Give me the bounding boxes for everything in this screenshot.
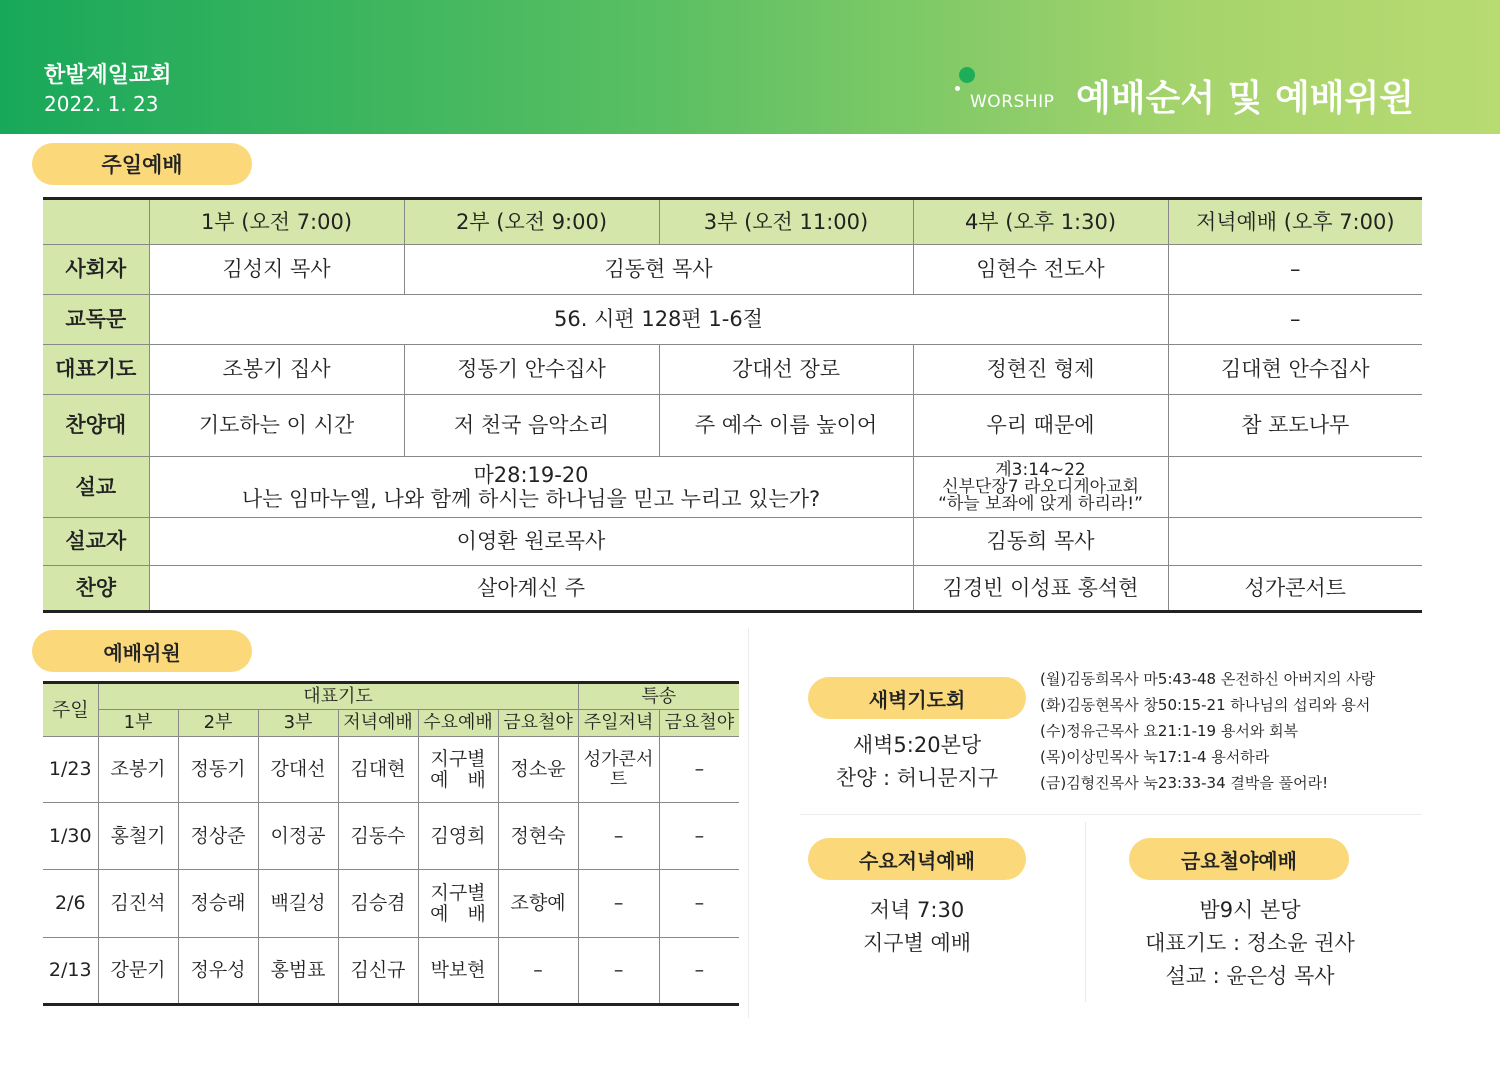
sub-header: 주일저녁 [578, 710, 659, 737]
sermon-scripture: 계3:14~22 [995, 459, 1086, 480]
friday-time: 밤9시 본당 [1199, 898, 1301, 922]
table-cell: 정현진 형제 [913, 345, 1168, 395]
sunday-service-table [43, 197, 1422, 613]
dawn-time: 새벽5:20본당 [852, 733, 982, 757]
table-cell: 정소윤 [498, 737, 578, 803]
table-cell: 김승겸 [338, 870, 418, 938]
week-cell: 2/6 [43, 870, 98, 938]
table-cell: 성가콘서트 [1168, 566, 1422, 612]
table-cell: 김동희 목사 [913, 518, 1168, 566]
table-cell: 이영환 원로목사 [149, 518, 913, 566]
service-header: 저녁예배 (오후 7:00) [1168, 199, 1422, 245]
table-cell [1168, 518, 1422, 566]
week-cell: 1/30 [43, 803, 98, 870]
table-cell: 김동현 목사 [404, 245, 913, 295]
table-cell: 박보현 [418, 938, 498, 1005]
table-cell: 56. 시편 128편 1-6절 [149, 295, 1168, 345]
sub-header: 3부 [258, 710, 338, 737]
prayer-header: 대표기도 [98, 683, 578, 710]
sub-header: 금요철야 [659, 710, 739, 737]
row-header: 찬양대 [43, 395, 149, 457]
row-header: 교독문 [43, 295, 149, 345]
dot-icon [959, 67, 975, 83]
table-cell: 우리 때문에 [913, 395, 1168, 457]
wednesday-info [808, 894, 1026, 960]
list-item: (목)이상민목사 눅17:1-4 용서하라 [1040, 748, 1270, 766]
week-cell: 1/23 [43, 737, 98, 803]
divider [1085, 822, 1086, 1002]
table-row [43, 938, 739, 1005]
table-cell: 이정공 [258, 803, 338, 870]
service-header: 3부 (오전 11:00) [659, 199, 913, 245]
sermon-series: 신부단장7 라오디게아교회 [942, 476, 1139, 497]
table-cell: 성가콘서트 [578, 737, 659, 803]
cell-line: 예 배 [430, 902, 486, 925]
row-header: 사회자 [43, 245, 149, 295]
sub-header: 금요철야 [498, 710, 578, 737]
table-cell: 기도하는 이 시간 [149, 395, 404, 457]
row-header: 설교자 [43, 518, 149, 566]
cell-line: 예 배 [430, 768, 486, 791]
table-cell: 김동수 [338, 803, 418, 870]
table-cell: – [498, 938, 578, 1005]
table-cell: 홍범표 [258, 938, 338, 1005]
table-cell: – [1168, 295, 1422, 345]
small-dot-icon [955, 86, 960, 91]
row-header: 찬양 [43, 566, 149, 612]
sub-header: 수요예배 [418, 710, 498, 737]
table-cell: 김대현 [338, 737, 418, 803]
table-cell: 살아계신 주 [149, 566, 913, 612]
table-cell: – [659, 737, 739, 803]
service-header: 1부 (오전 7:00) [149, 199, 404, 245]
sub-header: 2부 [178, 710, 258, 737]
table-cell: 강대선 장로 [659, 345, 913, 395]
table-cell: 김영희 [418, 803, 498, 870]
dawn-prayer-badge: 새벽기도회 [808, 677, 1026, 719]
divider [800, 814, 1422, 815]
sermon-cell [913, 457, 1168, 518]
table-cell [418, 870, 498, 938]
page-title: 예배순서 및 예배위원 [1076, 78, 1415, 119]
service-header: 4부 (오후 1:30) [913, 199, 1168, 245]
table-row [43, 803, 739, 870]
table-cell: 정승래 [178, 870, 258, 938]
sermon-title: “하늘 보좌에 앉게 하리라!” [938, 493, 1143, 514]
friday-preacher: 설교 : 윤은성 목사 [1165, 964, 1335, 988]
cell-line: 지구별 [430, 747, 486, 770]
table-cell: 조향예 [498, 870, 578, 938]
list-item: (화)김동현목사 창50:15-21 하나님의 섭리와 용서 [1040, 696, 1371, 714]
table-cell: 정동기 안수집사 [404, 345, 659, 395]
table-cell: 강문기 [98, 938, 178, 1005]
table-cell: – [578, 803, 659, 870]
table-cell: 정상준 [178, 803, 258, 870]
table-row [43, 737, 739, 803]
table-cell: – [578, 938, 659, 1005]
table-row [43, 870, 739, 938]
sermon-cell [149, 457, 913, 518]
friday-service-badge: 금요철야예배 [1129, 838, 1349, 880]
table-cell: 백길성 [258, 870, 338, 938]
worship-label: WORSHIP [970, 92, 1055, 112]
row-header: 설교 [43, 457, 149, 518]
wednesday-time: 저녁 7:30 [869, 898, 965, 922]
table-cell: – [659, 870, 739, 938]
table-cell: 김대현 안수집사 [1168, 345, 1422, 395]
wednesday-detail: 지구별 예배 [862, 931, 972, 955]
header-banner [0, 0, 1500, 134]
table-cell [1168, 457, 1422, 518]
table-cell: – [659, 938, 739, 1005]
table-cell [418, 737, 498, 803]
table-cell: 김성지 목사 [149, 245, 404, 295]
table-cell: 저 천국 음악소리 [404, 395, 659, 457]
sub-header: 1부 [98, 710, 178, 737]
table-cell: 주 예수 이름 높이어 [659, 395, 913, 457]
table-cell: 임현수 전도사 [913, 245, 1168, 295]
row-header: 대표기도 [43, 345, 149, 395]
table-cell: 강대선 [258, 737, 338, 803]
sermon-scripture: 마28:19-20 [473, 462, 589, 487]
divider [748, 628, 749, 1018]
table-cell: 홍철기 [98, 803, 178, 870]
special-song-header: 특송 [578, 683, 739, 710]
dawn-schedule-list [1040, 666, 1375, 796]
sermon-title: 나는 임마누엘, 나와 함께 하시는 하나님을 믿고 누리고 있는가? [241, 487, 821, 511]
list-item: (월)김동희목사 마5:43-48 온전하신 아버지의 사랑 [1040, 670, 1376, 688]
table-cell: 김진석 [98, 870, 178, 938]
church-name: 한밭제일교회 [44, 63, 172, 88]
friday-prayer: 대표기도 : 정소윤 권사 [1145, 931, 1355, 955]
wednesday-service-badge: 수요저녁예배 [808, 838, 1026, 880]
cell-line: 지구별 [430, 881, 486, 904]
table-cell: 정우성 [178, 938, 258, 1005]
sub-header: 저녁예배 [338, 710, 418, 737]
friday-info [1110, 894, 1390, 993]
table-cell: – [659, 803, 739, 870]
committee-badge: 예배위원 [32, 630, 252, 672]
dawn-praise: 찬양 : 허니문지구 [835, 766, 999, 790]
table-cell: 정현숙 [498, 803, 578, 870]
bulletin-date: 2022. 1. 23 [44, 92, 159, 116]
table-cell: 김신규 [338, 938, 418, 1005]
week-header: 주일 [43, 683, 98, 737]
list-item: (금)김형진목사 눅23:33-34 결박을 풀어라! [1040, 774, 1329, 792]
table-cell: – [578, 870, 659, 938]
table-cell: 참 포도나무 [1168, 395, 1422, 457]
corner-cell [43, 199, 149, 245]
sunday-service-badge: 주일예배 [32, 143, 252, 185]
table-cell: 정동기 [178, 737, 258, 803]
table-cell: 조봉기 집사 [149, 345, 404, 395]
table-cell: 김경빈 이성표 홍석현 [913, 566, 1168, 612]
committee-table [43, 681, 739, 1006]
table-cell: – [1168, 245, 1422, 295]
dawn-info [808, 729, 1026, 795]
week-cell: 2/13 [43, 938, 98, 1005]
list-item: (수)정유근목사 요21:1-19 용서와 회복 [1040, 722, 1299, 740]
table-cell: 조봉기 [98, 737, 178, 803]
service-header: 2부 (오전 9:00) [404, 199, 659, 245]
